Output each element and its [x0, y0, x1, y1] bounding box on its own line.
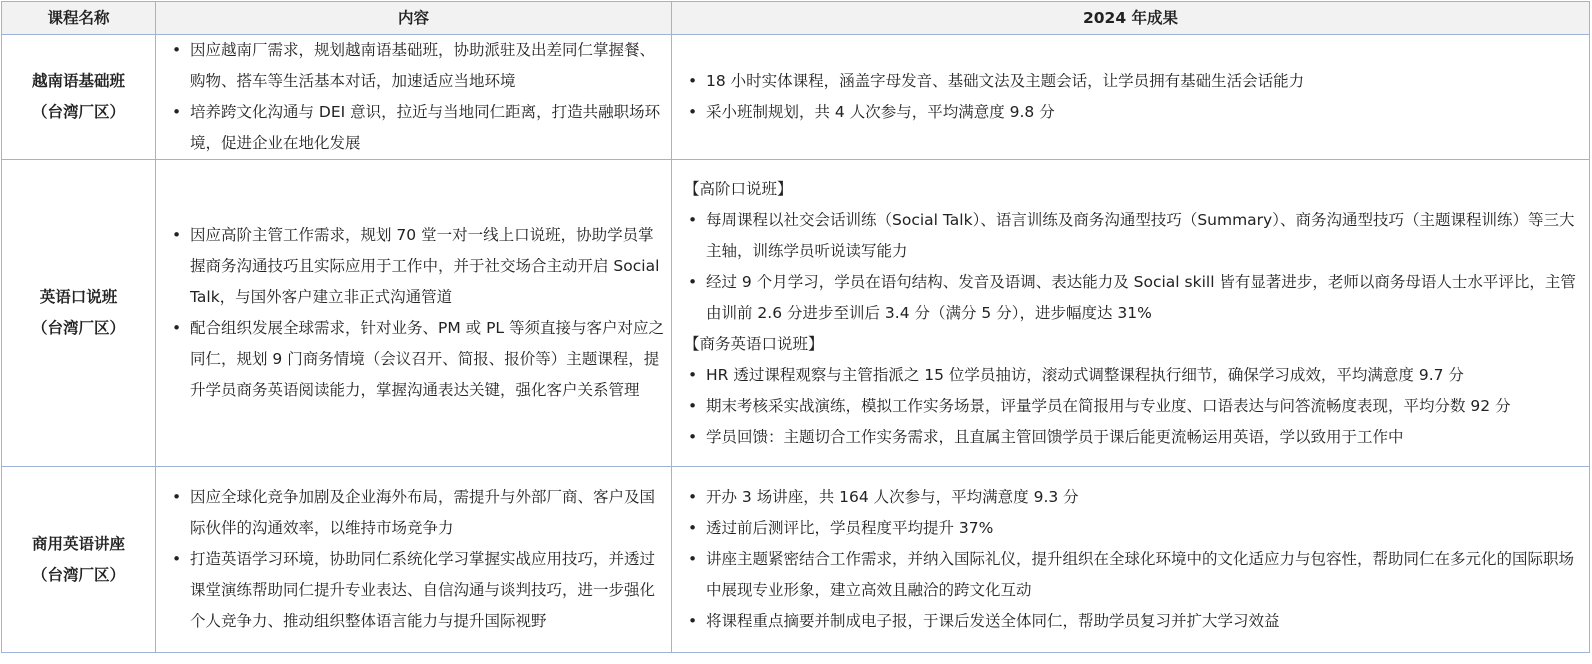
list-item: • 因应高阶主管工作需求，规划 70 堂一对一线上口说班，协助学员掌握商务沟通技巧且实际应用于工作中，并于社交场合主动开启 Social Talk，与国外客户建立非正式沟通管道 [166, 220, 665, 313]
list-item: • 将课程重点摘要并制成电子报，于课后发送全体同仁，帮助学员复习并扩大学习效益 [682, 606, 1583, 637]
table-row [2, 467, 1590, 653]
table-header-row [2, 2, 1590, 35]
list-item: • 透过前后测评比，学员程度平均提升 37% [682, 513, 1583, 544]
results-list [682, 205, 1583, 329]
content-cell [156, 467, 672, 653]
table-row [2, 160, 1590, 467]
course-site: （台湾厂区） [31, 319, 125, 337]
course-name: 英语口说班 [39, 288, 118, 306]
course-name-cell [2, 160, 156, 467]
list-item: • 采小班制规划，共 4 人次参与，平均满意度 9.8 分 [682, 97, 1583, 128]
results-list [682, 482, 1583, 637]
list-item: • 因应全球化竞争加剧及企业海外布局，需提升与外部厂商、客户及国际伙伴的沟通效率，以维持市场竞争力 [166, 482, 665, 544]
results-cell [672, 35, 1590, 160]
table-row [2, 35, 1590, 160]
results-list [682, 66, 1583, 128]
header-course-name: 课程名称 [2, 2, 156, 35]
content-cell [156, 35, 672, 160]
list-item: • 打造英语学习环境，协助同仁系统化学习掌握实战应用技巧，并透过课堂演练帮助同仁提升专业表达、自信沟通与谈判技巧，进一步强化个人竞争力、推动组织整体语言能力与提升国际视野 [166, 544, 665, 637]
results-cell [672, 467, 1590, 653]
course-name: 越南语基础班 [31, 72, 125, 90]
list-item: • 开办 3 场讲座，共 164 人次参与，平均满意度 9.3 分 [682, 482, 1583, 513]
list-item: • 期末考核采实战演练，模拟工作实务场景，评量学员在简报用与专业度、口语表达与问答流畅度表现，平均分数 92 分 [682, 391, 1583, 422]
content-cell [156, 160, 672, 467]
course-results-table [1, 1, 1590, 653]
course-name-cell [2, 467, 156, 653]
list-item: • 培养跨文化沟通与 DEI 意识，拉近与当地同仁距离，打造共融职场环境，促进企业在地化发展 [166, 97, 665, 159]
list-item: • 配合组织发展全球需求，针对业务、PM 或 PL 等须直接与客户对应之同仁，规划 9 门商务情境（会议召开、简报、报价等）主题课程，提升学员商务英语阅读能力，掌握沟通表达关键，强化客户关系管理 [166, 313, 665, 406]
results-cell [672, 160, 1590, 467]
list-item: • 讲座主题紧密结合工作需求，并纳入国际礼仪，提升组织在全球化环境中的文化适应力与包容性，帮助同仁在多元化的国际职场中展现专业形象，建立高效且融洽的跨文化互动 [682, 544, 1583, 606]
content-list [166, 220, 665, 406]
course-site: （台湾厂区） [31, 565, 125, 584]
list-item: • HR 透过课程观察与主管指派之 15 位学员抽访，滚动式调整课程执行细节，确保学习成效，平均满意度 9.7 分 [682, 360, 1583, 391]
list-item: • 18 小时实体课程，涵盖字母发音、基础文法及主题会话，让学员拥有基础生活会话能力 [682, 66, 1583, 97]
header-content: 内容 [156, 2, 672, 35]
section-title-business-speaking: 【商务英语口说班】 [684, 334, 824, 353]
list-item: • 因应越南厂需求，规划越南语基础班，协助派驻及出差同仁掌握餐、购物、搭车等生活基本对话，加速适应当地环境 [166, 35, 665, 97]
list-item: • 学员回馈：主题切合工作实务需求，且直属主管回馈学员于课后能更流畅运用英语，学以致用于工作中 [682, 422, 1583, 453]
course-name: 商用英语讲座 [31, 534, 125, 553]
course-site: （台湾厂区） [31, 103, 125, 121]
results-list [682, 360, 1583, 453]
header-2024-results: 2024 年成果 [672, 2, 1590, 35]
list-item: • 经过 9 个月学习，学员在语句结构、发音及语调、表达能力及 Social skill 皆有显著进步，老师以商务母语人士水平评比，主管由训前 2.6 分进步至训后 3.4 分（满分 5 分），进步幅度达 31% [682, 267, 1583, 329]
list-item: • 每周课程以社交会话训练（Social Talk）、语言训练及商务沟通型技巧（Summary）、商务沟通型技巧（主题课程训练）等三大主轴，训练学员听说读写能力 [682, 205, 1583, 267]
content-list [166, 35, 665, 159]
content-list [166, 482, 665, 637]
course-name-cell [2, 35, 156, 160]
section-title-advanced-speaking: 【高阶口说班】 [684, 179, 793, 198]
